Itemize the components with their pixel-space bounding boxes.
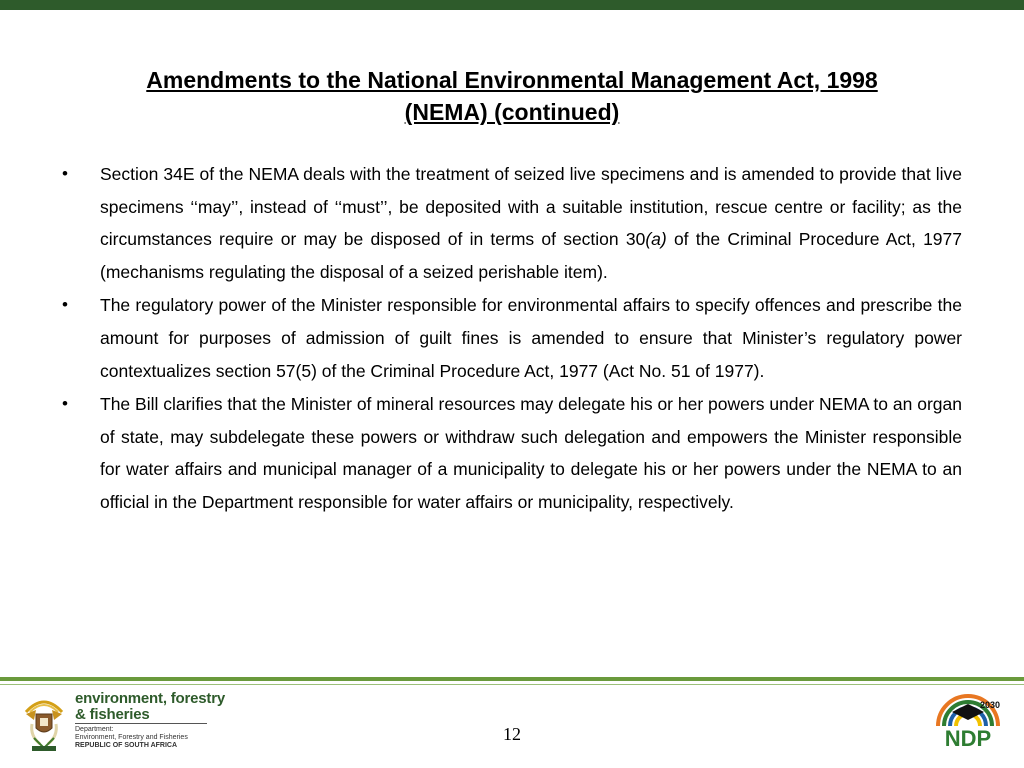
footer-divider — [0, 677, 1024, 681]
slide-title-line-1: Amendments to the National Environmental Management Act, 1998 — [146, 67, 878, 93]
department-name-line-1: environment, forestry — [75, 690, 226, 707]
page-number: 12 — [503, 724, 521, 744]
bullet-list — [60, 158, 962, 520]
footer-divider-thin — [0, 684, 1024, 685]
country-name: REPUBLIC OF SOUTH AFRICA — [75, 742, 178, 749]
bullet-text: The Bill clarifies that the Minister of mineral resources may delegate his or her powers under NEMA to an organ of state, may subdelegate these powers or withdraw such delegation and empowers the Minister responsible for water affairs and municipal manager of a municipality to delegate his or her powers under the NEMA to an official in the Department responsible for water affairs or municipality, respectively. — [100, 394, 962, 512]
bullet-item — [60, 289, 962, 387]
bullet-text-part: of the Criminal Procedure Act, 1977 (mechanisms regulating the disposal of a seized perishable item). — [100, 229, 962, 282]
slide-title-line-2: (NEMA) (continued) — [404, 99, 620, 125]
top-accent-bar — [0, 0, 1024, 10]
ndp-2030-logo-icon — [934, 686, 1002, 752]
department-name-line-2: & fisheries — [75, 706, 150, 723]
bullet-text: The regulatory power of the Minister responsible for environmental affairs to specify offences and prescribe the amount for purposes of admission of guilt fines is amended to ensure that Minister’s regulatory power contextualizes section 57(5) of the Criminal Procedure Act, 1977 (Act No. 51 of 1977). — [100, 295, 962, 381]
ndp-logo-year: 2030 — [980, 700, 1001, 710]
bullet-text — [100, 158, 962, 288]
bullet-marker: • — [62, 164, 68, 183]
bullet-marker: • — [62, 295, 68, 315]
bullet-text-part: Section 34E of the NEMA deals with the treatment of seized live specimens and is amended to provide that live specimens ‘‘may’’, instead of ‘‘must’’, be deposited with a suitable institution, rescue centre or facility; as the circumstances require or may be disposed of in terms of section 30 — [100, 164, 962, 250]
department-full-name: Environment, Forestry and Fisheries — [75, 734, 188, 741]
department-label: Department: — [75, 726, 114, 733]
bullet-text-italic: (a) — [645, 229, 667, 250]
bullet-marker: • — [62, 394, 68, 414]
department-logo-rule — [75, 723, 207, 724]
slide-title — [60, 64, 964, 128]
bullet-item — [60, 388, 962, 518]
bullet-item — [60, 158, 962, 288]
ndp-logo-letters: NDP — [944, 726, 992, 751]
